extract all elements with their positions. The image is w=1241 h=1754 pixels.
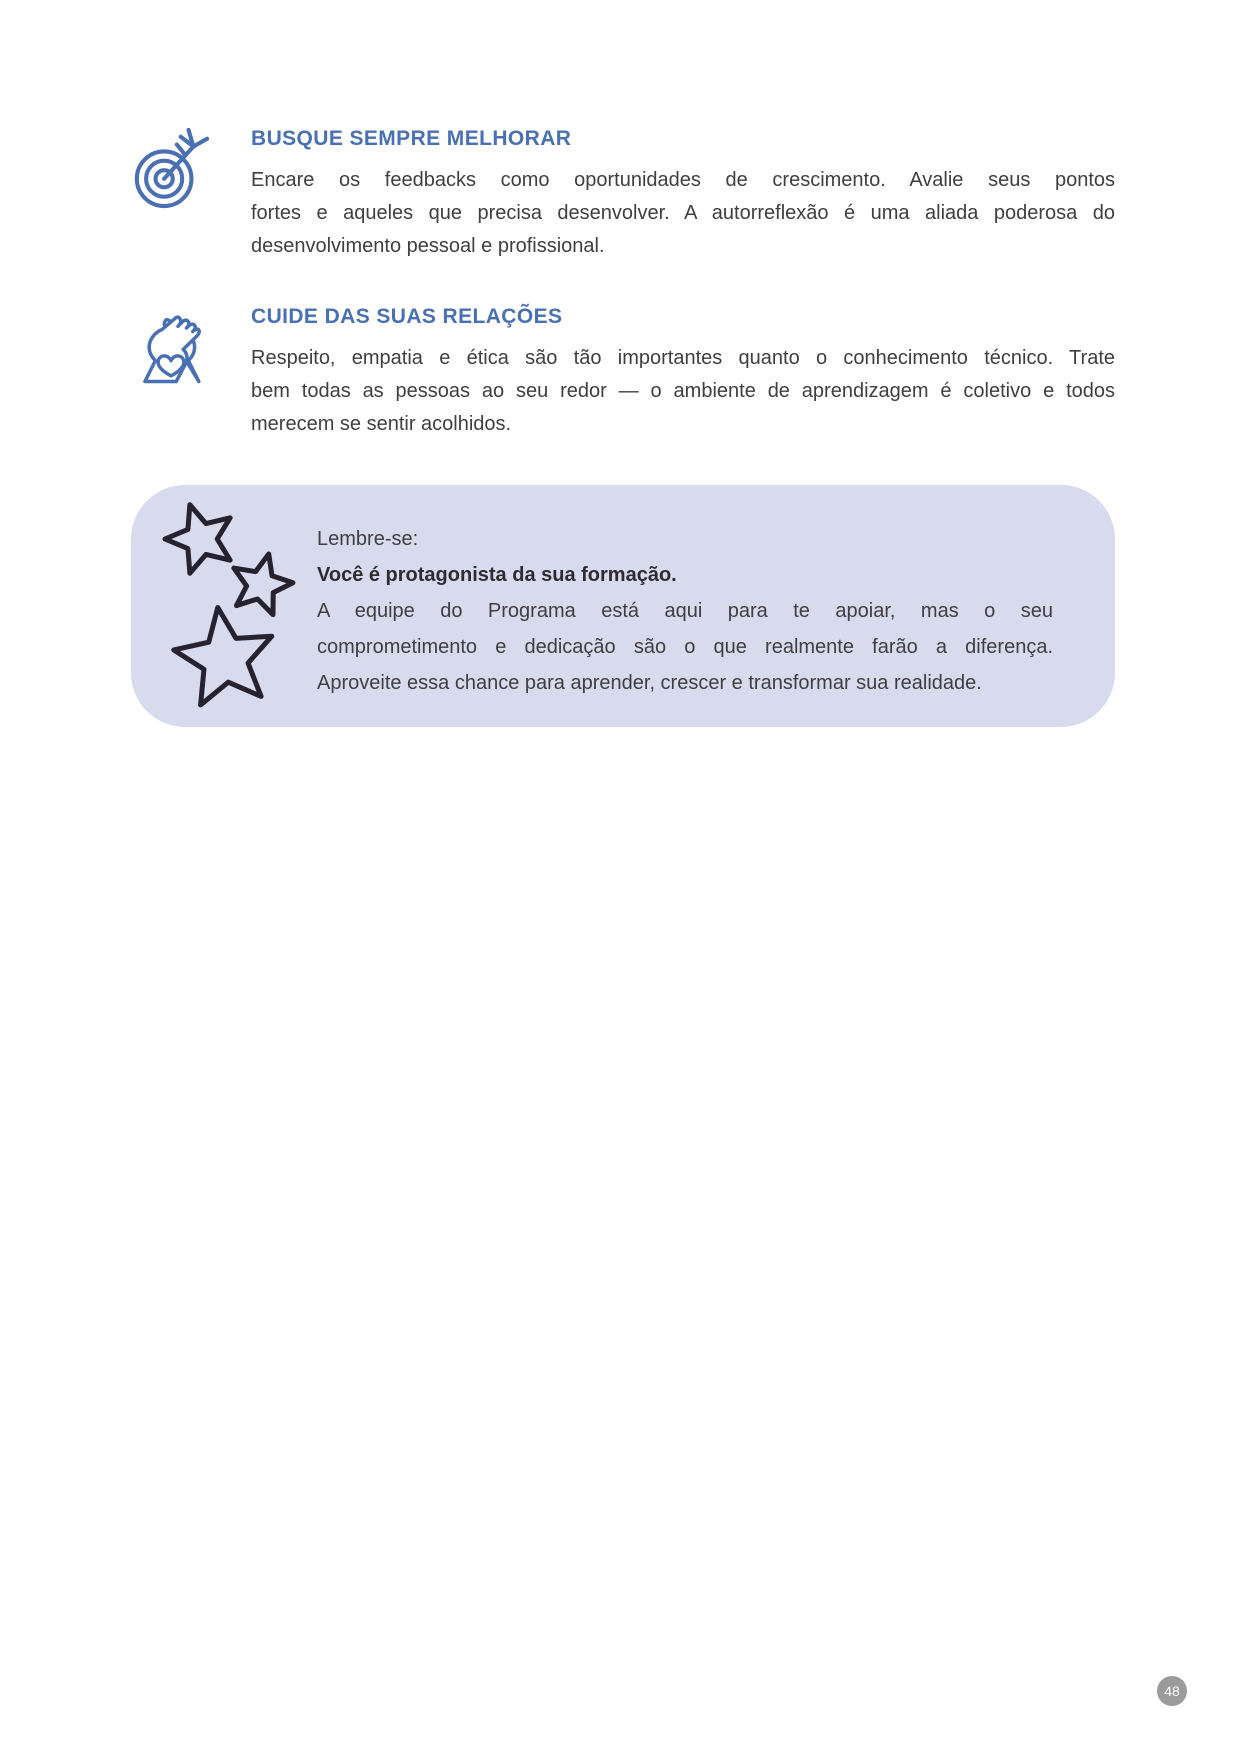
paragraph-line: Encare os feedbacks como oportunidades de crescimento. Avalie seus pontos <box>251 169 1115 191</box>
hands-heart-icon <box>131 304 251 386</box>
note-paragraph <box>317 593 1053 701</box>
section-cuide-das-relacoes <box>131 302 1115 441</box>
note-intro: Lembre-se: <box>317 528 419 550</box>
paragraph-line: Aproveite essa chance para aprender, crescer e transformar sua realidade. <box>317 672 982 694</box>
paragraph-line: bem todas as pessoas ao seu redor — o ambiente de aprendizagem é coletivo e todos <box>251 380 1115 402</box>
icon-column <box>131 302 251 386</box>
icon-column <box>131 124 251 210</box>
section-paragraph <box>251 164 1115 263</box>
section-busque-sempre-melhorar <box>131 124 1115 263</box>
paragraph-line: comprometimento e dedicação são o que realmente farão a diferença. <box>317 636 1053 658</box>
section-heading: BUSQUE SEMPRE MELHORAR <box>251 127 572 150</box>
section-text <box>251 302 1115 441</box>
paragraph-line: desenvolvimento pessoal e profissional. <box>251 235 605 257</box>
paragraph-line: Respeito, empatia e ética são tão importantes quanto o conhecimento técnico. Trate <box>251 347 1115 369</box>
page-number-badge: 48 <box>1157 1676 1187 1706</box>
target-icon <box>131 126 251 210</box>
paragraph-line: merecem se sentir acolhidos. <box>251 413 512 435</box>
section-text <box>251 124 1115 263</box>
stars-icon <box>149 497 329 722</box>
paragraph-line: A equipe do Programa está aqui para te apoiar, mas o seu <box>317 600 1053 622</box>
reminder-note-box <box>131 485 1115 727</box>
paragraph-line: fortes e aqueles que precisa desenvolver. A autorreflexão é uma aliada poderosa do <box>251 202 1115 224</box>
section-paragraph <box>251 342 1115 441</box>
note-highlight: Você é protagonista da sua formação. <box>317 564 677 586</box>
section-heading: CUIDE DAS SUAS RELAÇÕES <box>251 305 563 328</box>
